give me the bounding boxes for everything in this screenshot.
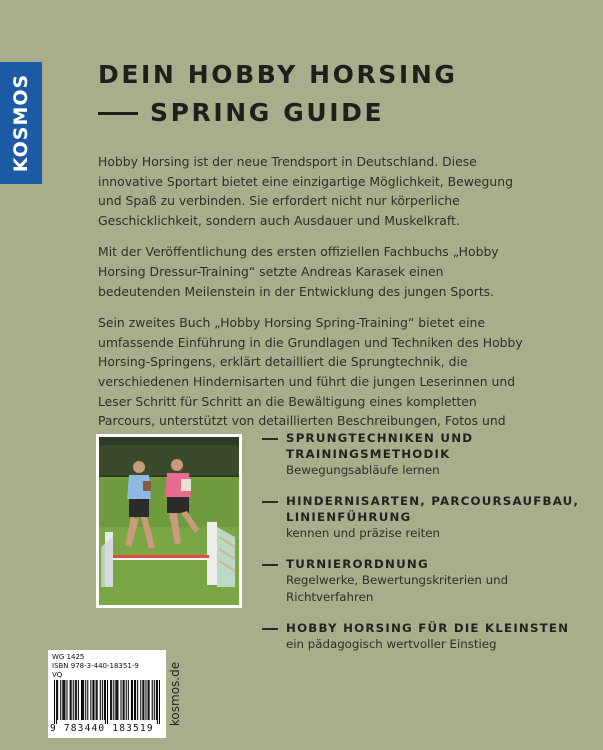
cover-photo <box>96 434 242 608</box>
feature-heading: HINDERNISARTEN, PARCOURSAUFBAU, LINIENFÜHRUNG <box>286 494 580 524</box>
feature-heading: SPRUNGTECHNIKEN UND TRAININGSMETHODIK <box>286 431 474 461</box>
book-title <box>98 56 457 132</box>
feature-subtitle: Regelwerke, Bewertungskriterien und Richtverfahren <box>286 573 509 604</box>
isbn-number: ISBN 978-3-440-18351-9 <box>52 662 139 670</box>
feature-list <box>262 430 582 667</box>
title-line-2-row <box>98 94 457 132</box>
title-line-1: DEIN HOBBY HORSING <box>98 60 458 89</box>
feature-heading: TURNIERORDNUNG <box>286 557 429 571</box>
feature-dash <box>262 501 278 503</box>
title-line-2: SPRING GUIDE <box>150 98 385 127</box>
feature-subtitle: ein pädagogisch wertvoller Einstieg <box>286 637 497 651</box>
publisher-url <box>166 650 184 738</box>
feature-item <box>262 493 582 542</box>
barcode-icon <box>52 680 162 724</box>
blurb-paragraph-1: Hobby Horsing ist der neue Trendsport in Deutschland. Diese innovative Sportart bietet eine einzigartige Möglichkeit, Bewegung und Spaß zu verbinden. Sie erfordert nicht nur körperliche Geschicklichkeit, sondern auch Ausdauer und Muskelkraft. <box>98 154 513 228</box>
feature-subtitle: Bewegungsabläufe lernen <box>286 463 440 477</box>
title-dash <box>98 112 138 115</box>
feature-heading: HOBBY HORSING FÜR DIE KLEINSTEN <box>286 621 570 635</box>
blurb-paragraph-3: Sein zweites Buch „Hobby Horsing Spring-Training“ bietet eine umfassende Einführung in die Grundlagen und Techniken des Hobby Horsing-Springens, erklärt detailliert die Sprungtechnik, die verschiedenen Hindernisarten und führt die jungen Leserinnen und Leser Schritt für Schritt an die Bewältigung eines kompletten Parcours, unterstützt von detaillierten Beschreibungen, Fotos und <box>98 315 523 429</box>
blurb-paragraph-2: Mit der Veröffentlichung des ersten offiziellen Fachbuchs „Hobby Horsing Dressur-Training“ setzte Andreas Karasek einen bedeutenden Meilenstein in der Entwicklung des jungen Sports. <box>98 244 499 299</box>
feature-item <box>262 430 582 479</box>
feature-dash <box>262 564 278 566</box>
hobby-horsing-photo <box>99 437 239 605</box>
barcode-number: 9 783440 183519 <box>50 723 154 734</box>
feature-item <box>262 620 582 653</box>
feature-dash <box>262 628 278 630</box>
feature-subtitle: kennen und präzise reiten <box>286 526 440 540</box>
isbn-box <box>48 650 166 738</box>
vq-code: VQ <box>52 671 63 679</box>
wg-code: WG 1425 <box>52 653 85 661</box>
feature-dash <box>262 438 278 440</box>
publisher-logo: KOSMOS <box>10 73 33 173</box>
blurb-text <box>98 152 528 462</box>
feature-item <box>262 556 582 606</box>
publisher-url-text: kosmos.de <box>168 661 182 727</box>
kosmos-logo-tab <box>0 62 42 184</box>
